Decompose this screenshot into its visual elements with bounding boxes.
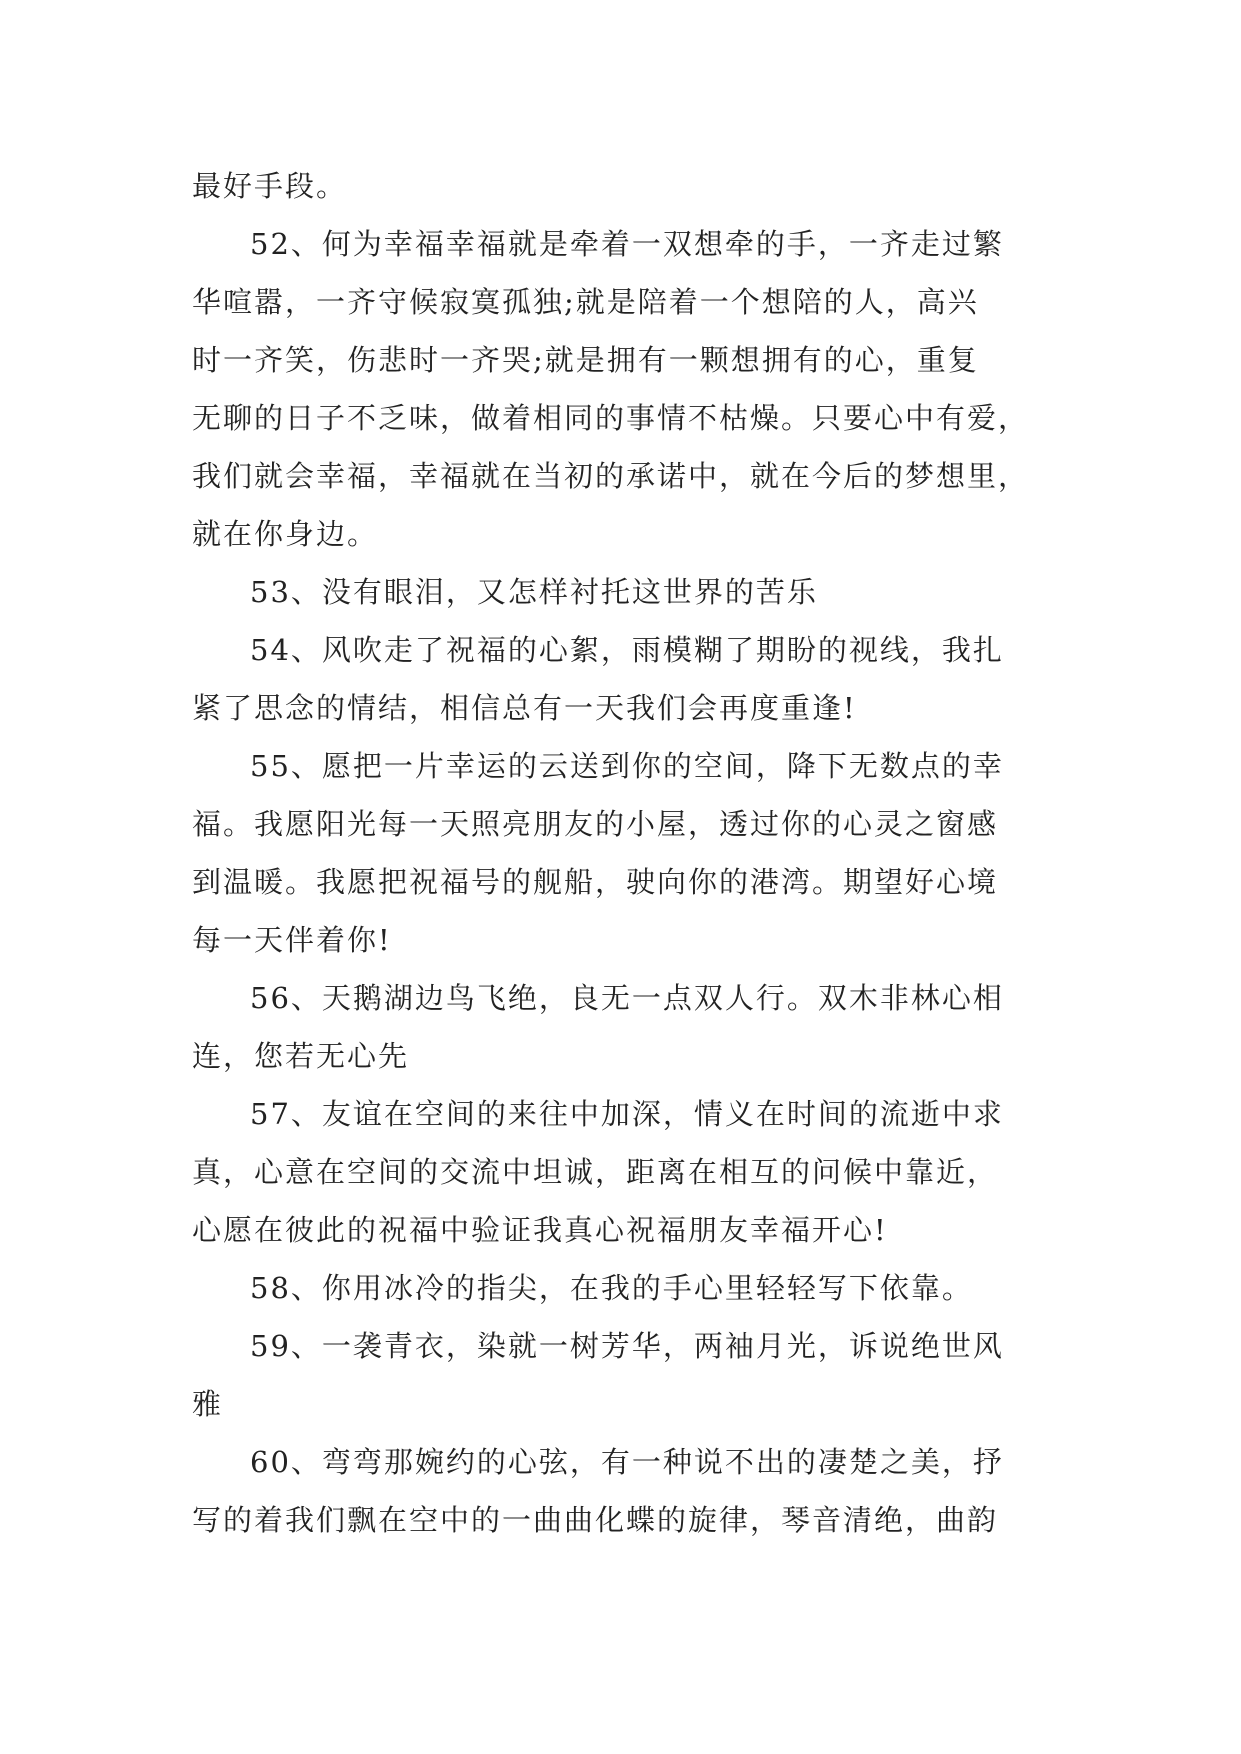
body-text [192,157,1062,1549]
text-line: 华喧嚣，一齐守候寂寞孤独;就是陪着一个想陪的人，高兴 [192,285,979,319]
text-line: 我们就会幸福，幸福就在当初的承诺中，就在今后的梦想里， [192,459,1030,493]
text-line: 60、弯弯那婉约的心弦，有一种说不出的凄楚之美，抒 [250,1445,1004,1479]
text-line: 57、友谊在空间的来往中加深，情义在时间的流逝中求 [250,1097,1004,1131]
text-line: 58、你用冰冷的指尖，在我的手心里轻轻写下依靠。 [250,1271,973,1305]
text-line: 写的着我们飘在空中的一曲曲化蝶的旋律，琴音清绝，曲韵 [192,1503,999,1537]
text-line: 就在你身边。 [192,517,379,551]
text-line: 54、风吹走了祝福的心絮，雨模糊了期盼的视线，我扎 [250,633,1004,667]
text-line: 53、没有眼泪，又怎样衬托这世界的苦乐 [250,575,818,609]
text-line: 每一天伴着你! [192,923,392,957]
text-line: 真，心意在空间的交流中坦诚，距离在相互的问候中靠近， [192,1155,999,1189]
text-line: 连，您若无心先 [192,1039,410,1073]
text-line: 时一齐笑，伤悲时一齐哭;就是拥有一颗想拥有的心，重复 [192,343,979,377]
text-line: 雅 [192,1387,224,1421]
text-line: 59、一袭青衣，染就一树芳华，两袖月光，诉说绝世风 [250,1329,1004,1363]
text-line: 52、何为幸福幸福就是牵着一双想牵的手，一齐走过繁 [250,227,1004,261]
text-line: 福。我愿阳光每一天照亮朋友的小屋，透过你的心灵之窗感 [192,807,999,841]
text-line: 到温暖。我愿把祝福号的舰船，驶向你的港湾。期望好心境 [192,865,999,899]
text-line: 心愿在彼此的祝福中验证我真心祝福朋友幸福开心! [192,1213,888,1247]
text-line: 56、天鹅湖边鸟飞绝，良无一点双人行。双木非林心相 [250,981,1004,1015]
text-line: 紧了思念的情结，相信总有一天我们会再度重逢! [192,691,857,725]
text-line: 无聊的日子不乏味，做着相同的事情不枯燥。只要心中有爱， [192,401,1030,435]
text-line: 55、愿把一片幸运的云送到你的空间，降下无数点的幸 [250,749,1004,783]
text-line: 最好手段。 [192,169,348,203]
